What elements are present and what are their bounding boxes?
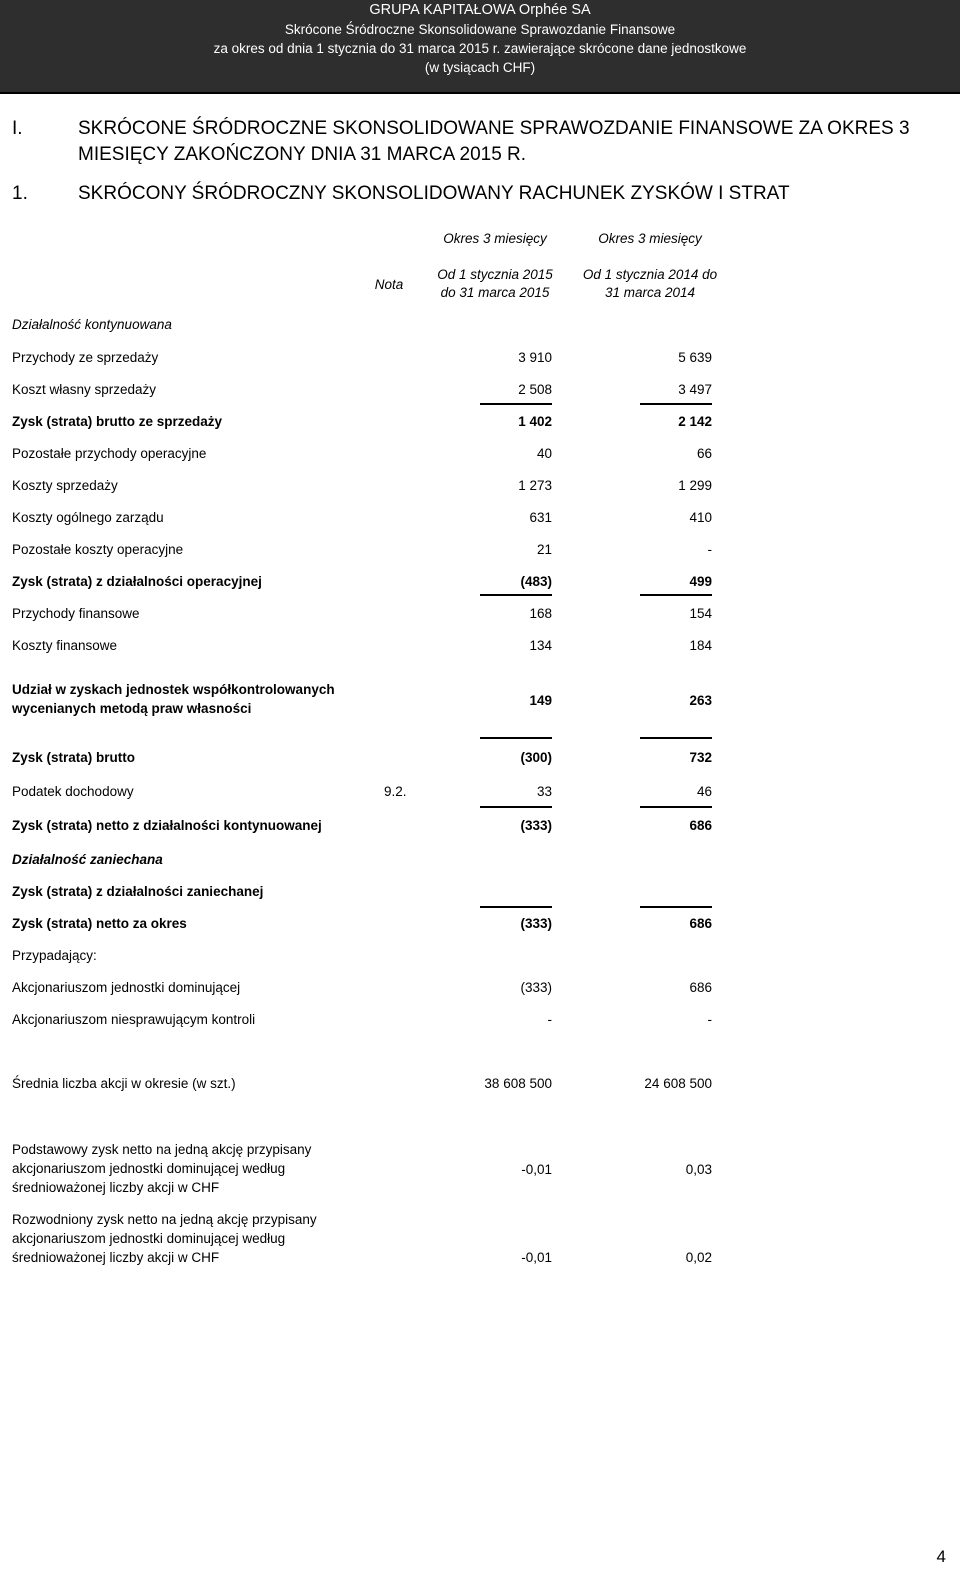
table-row	[12, 510, 712, 528]
value-2015: 1 402	[518, 414, 552, 429]
value-2015: (300)	[520, 750, 552, 765]
row-label-line2: wycenianych metodą praw własności	[12, 701, 252, 716]
row-label: Zysk (strata) z działalności zaniechanej	[12, 884, 264, 899]
row-label: Przychody ze sprzedaży	[12, 350, 159, 365]
value-2015: 149	[529, 693, 552, 708]
subtotal-rule	[640, 906, 712, 908]
table-row	[12, 682, 712, 718]
row-label: Zysk (strata) netto z działalności kontynuowanej	[12, 818, 322, 833]
value-2015: 38 608 500	[484, 1076, 552, 1091]
subtotal-rule	[640, 594, 712, 596]
value-2015: -0,01	[521, 1250, 552, 1265]
row-label: Pozostałe koszty operacyjne	[12, 542, 184, 557]
value-2014: -	[707, 542, 712, 557]
value-2015: (333)	[520, 916, 552, 931]
table-row	[12, 350, 712, 368]
table-row	[12, 1076, 712, 1094]
row-label: Koszt własny sprzedaży	[12, 382, 157, 397]
row-label: Przypadający:	[12, 948, 97, 963]
row-label-line1: Udział w zyskach jednostek współkontrolowanych	[12, 682, 335, 697]
row-label-line1: Rozwodniony zysk netto na jedną akcję przypisany	[12, 1212, 317, 1227]
value-2014: 263	[689, 693, 712, 708]
value-2014: 3 497	[678, 382, 712, 397]
value-2015: -	[547, 1012, 552, 1027]
row-nota: 9.2.	[384, 784, 407, 799]
col1-period: Okres 3 miesięcy	[443, 231, 547, 246]
value-2014: 66	[696, 446, 712, 461]
value-2015: -0,01	[521, 1162, 552, 1177]
subtotal-rule	[640, 737, 712, 739]
row-label-line3: średnioważonej liczby akcji w CHF	[12, 1180, 220, 1195]
table-row	[12, 382, 712, 400]
row-label: Zysk (strata) netto za okres	[12, 916, 187, 931]
subtotal-rule	[480, 737, 552, 739]
report-currency: (w tysiącach CHF)	[424, 60, 536, 75]
page-header	[0, 0, 960, 92]
table-row	[12, 414, 712, 432]
value-2015: 40	[536, 446, 552, 461]
row-label: Podatek dochodowy	[12, 784, 134, 799]
table-row	[12, 542, 712, 560]
table-row	[12, 478, 712, 496]
subtotal-rule	[480, 806, 552, 808]
value-2014: 5 639	[678, 350, 712, 365]
row-label: Działalność kontynuowana	[12, 317, 172, 332]
col1-dates-line2: do 31 marca 2015	[440, 285, 550, 300]
row-label: Koszty sprzedaży	[12, 478, 118, 493]
table-row	[12, 916, 712, 934]
value-2015: (333)	[520, 980, 552, 995]
row-label: Koszty finansowe	[12, 638, 118, 653]
value-2015: 1 273	[518, 478, 552, 493]
row-label: Działalność zaniechana	[12, 852, 163, 867]
value-2015: 33	[536, 784, 552, 799]
table-row	[12, 750, 712, 768]
value-2014: 686	[689, 980, 712, 995]
subtotal-rule	[480, 906, 552, 908]
value-2015: 631	[529, 510, 552, 525]
value-2014: 2 142	[678, 414, 712, 429]
value-2014: 184	[689, 638, 712, 653]
value-2014: -	[707, 1012, 712, 1027]
value-2014: 686	[689, 916, 712, 931]
subsection-number: 1.	[12, 183, 28, 204]
section-number: I.	[12, 118, 23, 139]
table-row	[12, 980, 712, 998]
table-row	[12, 446, 712, 464]
table-row	[12, 784, 712, 802]
value-2015: 168	[529, 606, 552, 621]
report-title: Skrócone Śródroczne Skonsolidowane Sprawozdanie Finansowe	[284, 22, 676, 37]
section-title	[12, 116, 952, 142]
nota-header: Nota	[374, 277, 404, 292]
row-label-line3: średnioważonej liczby akcji w CHF	[12, 1250, 220, 1265]
value-2015: 3 910	[518, 350, 552, 365]
row-label-line2: akcjonariuszom jednostki dominującej według	[12, 1231, 286, 1246]
subsection-title	[12, 181, 952, 207]
col1-dates-line1: Od 1 stycznia 2015	[437, 267, 553, 282]
value-2015: 2 508	[518, 382, 552, 397]
row-label: Pozostałe przychody operacyjne	[12, 446, 207, 461]
row-label-line2: akcjonariuszom jednostki dominującej według	[12, 1161, 286, 1176]
subtotal-rule	[480, 594, 552, 596]
section-title-line2: MIESIĘCY ZAKOŃCZONY DNIA 31 MARCA 2015 R.	[78, 144, 527, 165]
value-2015: (333)	[520, 818, 552, 833]
value-2014: 499	[689, 574, 712, 589]
subtotal-rule	[640, 806, 712, 808]
subsection-title-text: SKRÓCONY ŚRÓDROCZNY SKONSOLIDOWANY RACHUNEK ZYSKÓW I STRAT	[78, 183, 790, 204]
table-row	[12, 606, 712, 624]
subtotal-rule	[640, 403, 712, 405]
row-label: Zysk (strata) z działalności operacyjnej	[12, 574, 262, 589]
table-row	[12, 1142, 712, 1198]
table-row	[12, 818, 712, 836]
row-label: Akcjonariuszom jednostki dominującej	[12, 980, 241, 995]
table-row	[12, 884, 712, 902]
value-2014: 154	[689, 606, 712, 621]
value-2015: 21	[536, 542, 552, 557]
table-row	[12, 1212, 712, 1268]
subtotal-rule	[480, 403, 552, 405]
header-rule	[0, 92, 960, 94]
row-label: Przychody finansowe	[12, 606, 140, 621]
section-title-line1: SKRÓCONE ŚRÓDROCZNE SKONSOLIDOWANE SPRAWOZDANIE FINANSOWE ZA OKRES 3	[78, 118, 910, 139]
row-label: Zysk (strata) brutto ze sprzedaży	[12, 414, 223, 429]
value-2014: 24 608 500	[644, 1076, 712, 1091]
company-name: GRUPA KAPITAŁOWA Orphée SA	[369, 2, 591, 18]
table-row	[12, 574, 712, 592]
value-2014: 1 299	[678, 478, 712, 493]
table-row	[12, 948, 712, 966]
row-label-line1: Podstawowy zysk netto na jedną akcję przypisany	[12, 1142, 312, 1157]
value-2015: (483)	[520, 574, 552, 589]
row-label: Akcjonariuszom niesprawującym kontroli	[12, 1012, 256, 1027]
row-label: Koszty ogólnego zarządu	[12, 510, 164, 525]
col2-dates-line2: 31 marca 2014	[604, 285, 696, 300]
page-number: 4	[936, 1547, 946, 1566]
table-row	[12, 1012, 712, 1030]
row-label: Zysk (strata) brutto	[12, 750, 136, 765]
value-2014: 686	[689, 818, 712, 833]
value-2014: 732	[689, 750, 712, 765]
row-label: Średnia liczba akcji w okresie (w szt.)	[12, 1076, 236, 1091]
report-period: za okres od dnia 1 stycznia do 31 marca 2015 r. zawierające skrócone dane jednostkowe	[213, 41, 747, 56]
col2-period: Okres 3 miesięcy	[598, 231, 702, 246]
table-row	[12, 638, 712, 656]
value-2014: 46	[696, 784, 712, 799]
value-2015: 134	[529, 638, 552, 653]
value-2014: 0,02	[685, 1250, 712, 1265]
table-row	[12, 317, 712, 335]
value-2014: 410	[689, 510, 712, 525]
col2-dates-line1: Od 1 stycznia 2014 do	[582, 267, 718, 282]
table-row	[12, 852, 712, 870]
value-2014: 0,03	[685, 1162, 712, 1177]
